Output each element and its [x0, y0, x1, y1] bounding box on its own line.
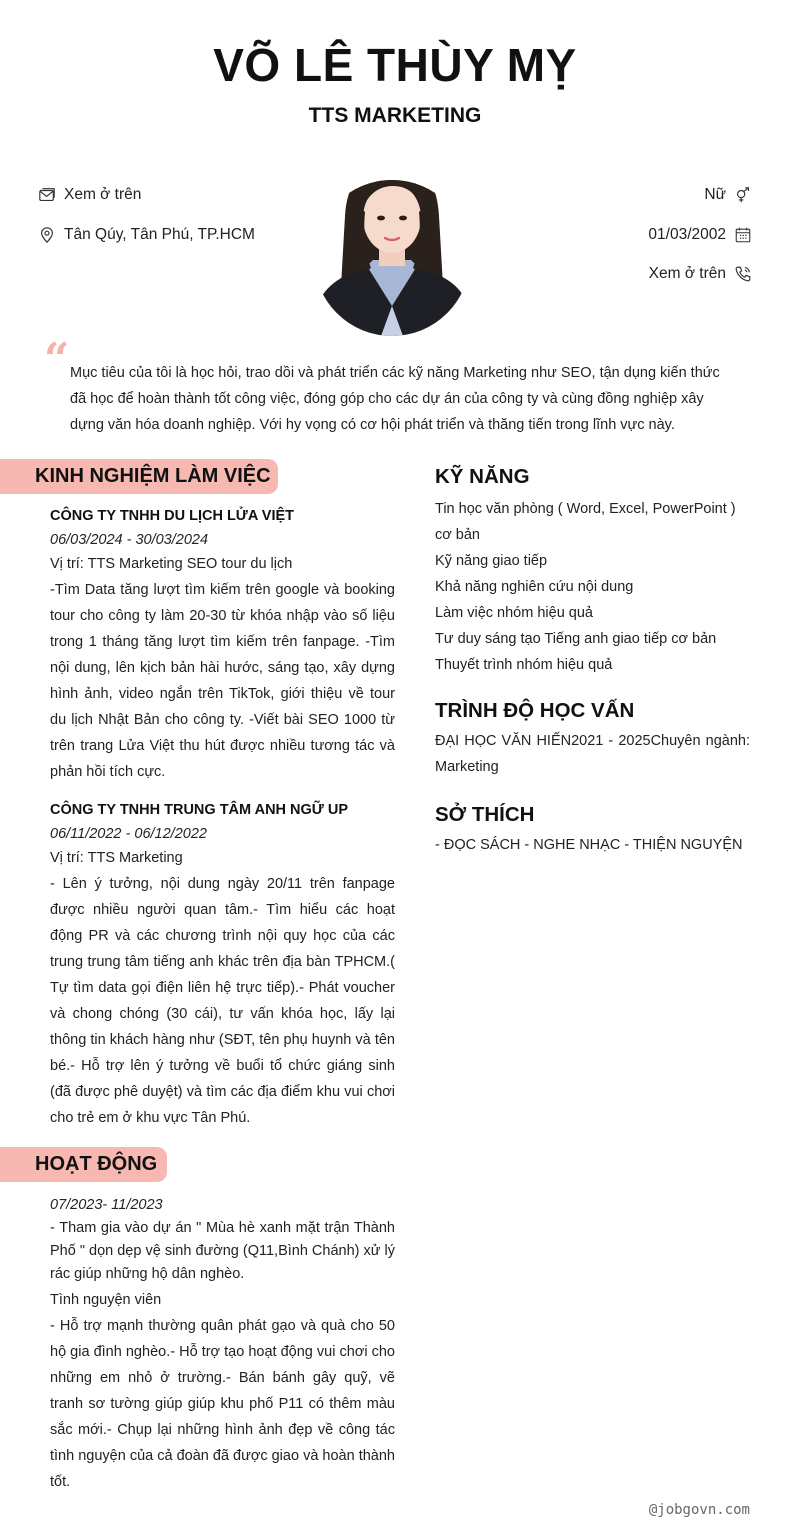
contact-birthday — [648, 226, 752, 244]
job-description: -Tìm Data tăng lượt tìm kiếm trên google và booking tour cho công ty làm 20-30 từ khóa nhập vào số liệu trong 1 tháng tăng lượt tìm kiếm trên fanpage. -Tìm nội dung, lên kịch bản hài hước, sáng tạo, xây dựng hình ảnh, video ngắn trên TikTok, giới thiệu về tour du lịch Nhật Bản cho công ty. -Viết bài SEO 1000 từ trên trang Lửa Việt thu hút được nhiều tương tác và phản hồi tích cực. — [50, 582, 395, 780]
mail-icon — [38, 186, 56, 204]
contact-gender-text: Nữ — [704, 186, 726, 203]
contact-phone — [649, 265, 752, 283]
job-position: Vị trí: TTS Marketing SEO tour du lịch — [50, 556, 293, 572]
contact-birthday-text: 01/03/2002 — [648, 226, 726, 243]
experience-job-2 — [50, 798, 395, 1131]
experience-heading: KINH NGHIỆM LÀM VIỆC — [0, 459, 278, 494]
candidate-name: VÕ LÊ THÙY MỴ — [213, 39, 577, 91]
career-objective: Mục tiêu của tôi là học hỏi, trao dồi và phát triển các kỹ năng Marketing như SEO, tận dụng kiến thức đã học để hoàn thành tốt công việc, đóng góp cho các dự án của công ty và cùng đồng nghiệp xây dựng văn hóa doanh nghiệp. Với hy vọng có cơ hội phát triển và thăng tiến trong lĩnh vực này. — [70, 365, 720, 433]
portrait-image — [315, 156, 470, 336]
job-position: Vị trí: TTS Marketing — [50, 850, 183, 866]
contact-email-text: Xem ở trên — [64, 186, 142, 203]
activity-dates: 07/2023- 11/2023 — [50, 1197, 163, 1213]
phone-icon — [734, 265, 752, 283]
company-name: CÔNG TY TNHH DU LỊCH LỬA VIỆT — [50, 508, 295, 524]
contact-address-text: Tân Qúy, Tân Phú, TP.HCM — [64, 226, 255, 243]
job-dates: 06/03/2024 - 30/03/2024 — [50, 532, 209, 548]
activities-block — [50, 1193, 395, 1495]
quote-icon: “ — [44, 334, 70, 385]
contact-email — [38, 186, 141, 204]
profile-photo — [315, 156, 470, 336]
contact-gender — [704, 186, 752, 204]
skill-item: Tư duy sáng tạo Tiếng anh giao tiếp cơ bản Thuyết trình nhóm hiệu quả — [435, 631, 717, 673]
activity-role: Tình nguyện viên — [50, 1292, 162, 1308]
skill-item: Khả năng nghiên cứu nội dung — [435, 579, 634, 595]
education-heading: TRÌNH ĐỘ HỌC VẤN — [435, 699, 635, 722]
skill-item: Tin học văn phòng ( Word, Excel, PowerPoint ) cơ bản — [435, 501, 736, 543]
gender-icon — [734, 186, 752, 204]
job-dates: 06/11/2022 - 06/12/2022 — [50, 826, 207, 842]
education-text: ĐẠI HỌC VĂN HIẾN2021 - 2025Chuyên ngành: Marketing — [435, 733, 750, 775]
skills-heading: KỸ NĂNG — [435, 465, 530, 488]
skill-item: Kỹ năng giao tiếp — [435, 553, 548, 569]
experience-job-1 — [50, 504, 395, 785]
job-title: TTS MARKETING — [308, 104, 482, 127]
location-pin-icon — [38, 226, 56, 244]
skill-item: Làm việc nhóm hiệu quả — [435, 605, 593, 621]
activity-details: - Hỗ trợ mạnh thường quân phát gạo và quà cho 50 hộ gia đình nghèo.- Hỗ trợ tạo hoạt động vui chơi cho những em nhỏ ở trường.- Bán bánh gây quỹ, vẽ tranh sơ tường giúp giúp khu phố P11 có thêm màu sắc mới.- Chụp lại những hình ảnh đẹp về công tác tình nguyện của cả đoàn đã được giao và hoàn thành tốt. — [50, 1318, 395, 1490]
job-description: - Lên ý tưởng, nội dung ngày 20/11 trên fanpage được nhiều người quan tâm.- Tìm hiểu các hoạt động PR và các chương trình nội quy học của các trung trung tâm tiếng anh khác trên địa bàn TPHCM.( Tự tìm data gọi điện liên hệ trực tiếp).- Phát voucher và chong chóng (30 cái), tư vấn khóa học, lấy lại thông tin khách hàng như (SĐT, tên phụ huynh và tên bé.- Hỗ trợ lên ý tưởng về buổi tổ chức giáng sinh (đã được phê duyệt) và tìm các địa điểm khu vui chơi cho trẻ em ở khu vực Tân Phú. — [50, 876, 395, 1126]
hobbies-section — [435, 800, 750, 858]
calendar-icon — [734, 226, 752, 244]
company-name: CÔNG TY TNHH TRUNG TÂM ANH NGỮ UP — [50, 802, 348, 818]
hobbies-heading: SỞ THÍCH — [435, 803, 535, 826]
activity-intro: - Tham gia vào dự án " Mùa hè xanh mặt trận Thành Phố " dọn dẹp vệ sinh đường (Q11,Bình Chánh) xử lý rác giúp những hộ dân nghèo. — [50, 1220, 395, 1282]
watermark: @jobgovn.com — [648, 1502, 750, 1518]
hobbies-text: - ĐỌC SÁCH - NGHE NHẠC - THIỆN NGUYỆN — [435, 837, 743, 853]
contact-address — [38, 226, 255, 244]
activities-heading: HOẠT ĐỘNG — [0, 1147, 167, 1182]
contact-phone-text: Xem ở trên — [648, 265, 726, 282]
skills-section — [435, 462, 750, 678]
education-section — [435, 696, 750, 780]
